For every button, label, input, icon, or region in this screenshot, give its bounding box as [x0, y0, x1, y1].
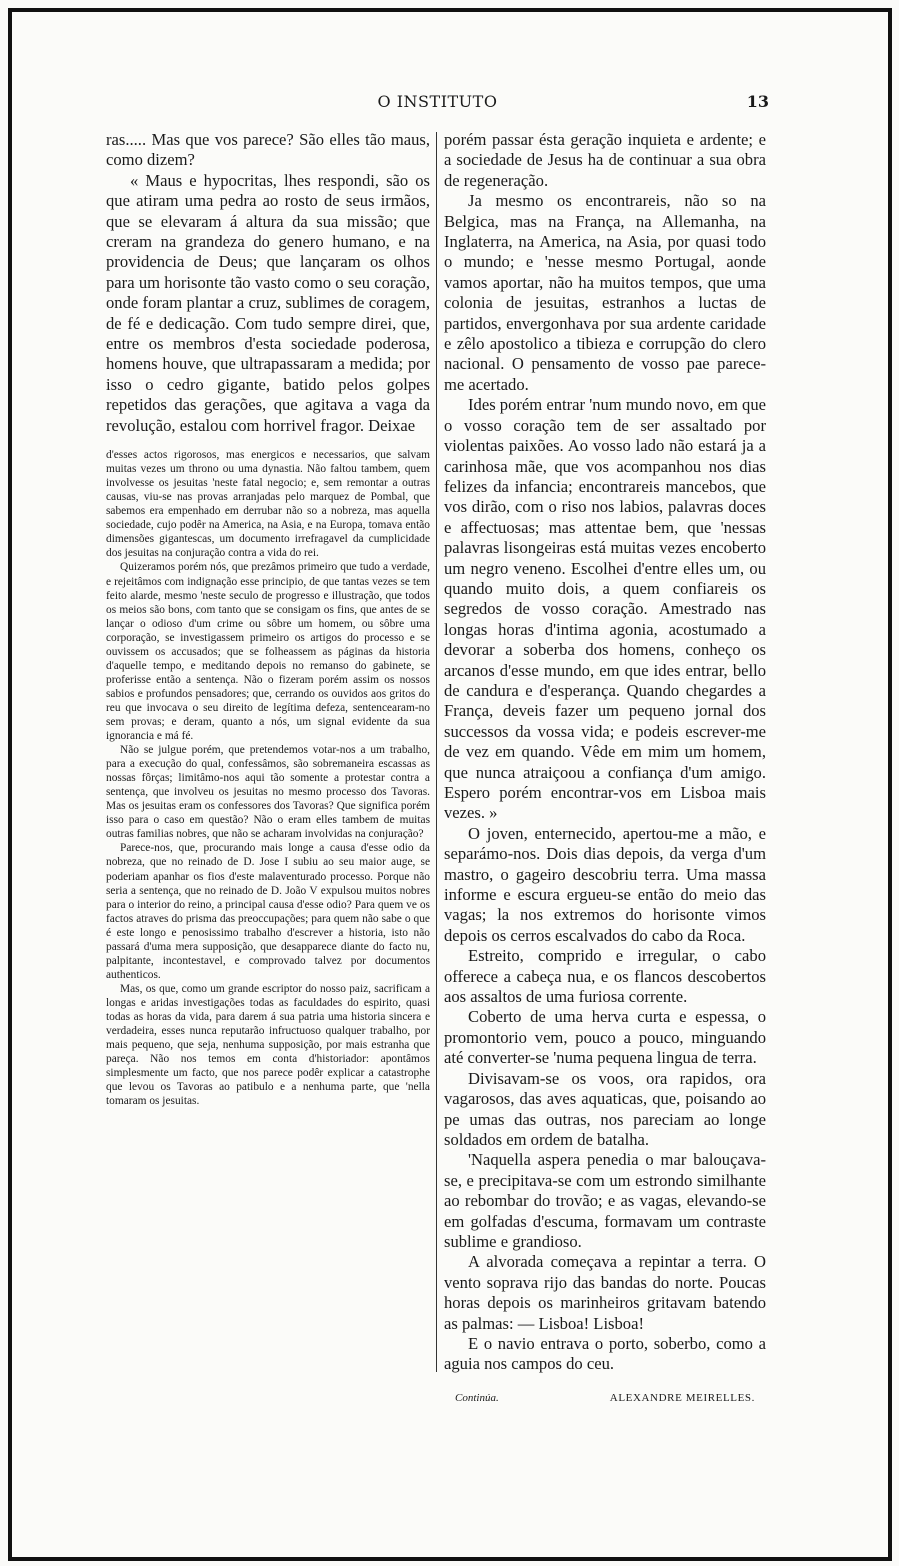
- paragraph: ras..... Mas que vos parece? São elles tão maus, como dizem?: [106, 130, 430, 170]
- right-column: [444, 130, 766, 1374]
- paragraph: Coberto de uma herva curta e espessa, o promontorio vem, pouco a pouco, minguando até converter-se 'numa pequena lingua de terra.: [444, 1007, 766, 1068]
- author-name: ALEXANDRE MEIRELLES.: [609, 1392, 755, 1404]
- footnote-paragraph: Parece-nos, que, procurando mais longe a causa d'esse odio da nobreza, que no reinado de D. Jose I subiu ao seu maior auge, se poderiam apanhar os fios d'este malaventurado processo. Porque não seria a sentença, que no reinado de D. João V expulsou muitos nobres para o interior do reino, a principal causa d'esse odio? Para quem ve os factos atraves do prisma das preoccupações; para quem não sabe o que é este longo e penosissimo trabalho d'escrever a historia, isto não passará d'uma mera supposição, que desapparece diante do facto nu, palpitante, incontestavel, e comprovado talvez por documentos authenticos.: [106, 842, 430, 981]
- footnote-paragraph: d'esses actos rigorosos, mas energicos e necessarios, que salvam muitas vezes um throno ou uma dynastia. Não faltou tambem, quem involvesse os jesuitas 'neste fatal negocio; e, sem remontar a outras causas, viu-se nas provas arranjadas pelo marquez de Pombal, que sabemos era empenhado em derrubar não so a nobreza, mas aquella sociedade, cujo podêr na America, na Asia, e na Europa, tomava então dimensões gigantescas, um documento irrefragavel da cumplicidade dos jesuitas na conjuração contra a vida do rei.: [106, 449, 430, 560]
- paragraph: Estreito, comprido e irregular, o cabo offerece a cabeça nua, e os flancos descobertos aos assaltos de uma furiosa corrente.: [444, 946, 766, 1007]
- paragraph: O joven, enternecido, apertou-me a mão, e separámo-nos. Dois dias depois, da verga d'um mastro, o gageiro descobriu terra. Uma massa informe e escura ergueu-se então do meio das vagas; la nos extremos do horisonte vimos depois os cerros escalvados do cabo da Roca.: [444, 823, 766, 945]
- footnote-paragraph: Quizeramos porém nós, que prezâmos primeiro que tudo a verdade, e rejeitâmos com indignação esse principio, de que tantas vezes se tem feito alarde, mesmo 'neste seculo de progresso e illustração, que todos os meios são bons, com tanto que se consigam os fins, que antes de se lançar o odioso d'um crime ou sôbre um homem, ou sôbre uma corporação, se investigassem primeiro os artigos do processo e se ouvissem os accusados; que se folheassem as páginas da historia d'aquelle tempo, e meditando depois no remanso do gabinete, se proferisse então a sentença. Não o fizeram porém assim os nossos sabios e profundos pensadores; que, cerrando os ouvidos aos gritos do reu que invocava o seu direito de legítima defeza, sentencearam-no sem provas; e deram, quanto a nós, um signal evidente da sua ignorancia e má fé.: [106, 561, 430, 743]
- left-main-text: [106, 130, 430, 436]
- left-column: [106, 130, 430, 1390]
- paragraph: Divisavam-se os voos, ora rapidos, ora vagarosos, das aves aquaticas, que, poisando ao pe umas das outras, nos pareciam ao longe soldados em ordem de batalha.: [444, 1068, 766, 1149]
- column-divider: [436, 132, 437, 1372]
- page-number: 13: [746, 92, 769, 111]
- paragraph: A alvorada começava a repintar a terra. O vento soprava rijo das bandas do norte. Poucas horas depois os marinheiros gritavam batendo as palmas: — Lisboa! Lisboa!: [444, 1252, 766, 1333]
- paragraph: Ides porém entrar 'num mundo novo, em que o vosso coração tem de ser assaltado por violentas paixões. Ao vosso lado não estará ja a carinhosa mãe, que vos acompanhou nos dias felizes da infancia; encontrareis mancebos, que vos dirão, com o riso nos labios, palavras doces e affectuosas; mas attentae bem, que 'nessas palavras lisongeiras está muitas vezes encoberto um negro veneno. Escolhei d'entre elles um, ou quando muito dois, a quem confiareis os segredos de vosso coração. Amestrado nas longas horas d'intima agonia, acostumado a devorar a soberba dos homens, conheço os arcanos d'esse mundo, em que ides entrar, bello de candura e d'esperança. Quando chegardes a França, deveis fazer um pequeno jornal dos successos da vossa vida; e podeis escrever-me de vez em quando. Vêde em mim um homem, que nunca atraiçoou a confiança d'um amigo. Espero porém encontrar-vos em Lisboa mais vezes. »: [444, 395, 766, 823]
- paragraph: 'Naquella aspera penedia o mar balouçava-se, e precipitava-se com um estrondo similhante ao rebombar do trovão; e as vagas, elevando-se em golfadas d'escuma, formavam um contraste sublime e grandioso.: [444, 1150, 766, 1251]
- article-signature: [455, 1392, 755, 1410]
- footnote-paragraph: Não se julgue porém, que pretendemos votar-nos a um trabalho, para a execução do qual, confessâmos, são sobremaneira escassas as nossas fôrças; limitâmo-nos aqui tão somente a protestar contra a sentença, que involveu os jesuitas no mesmo processo dos Tavoras. Mas os jesuitas eram os confessores dos Tavoras? Que significa porém isso para o caso em questão? Não o eram elles tambem de muitas outras familias nobres, que não se acharam involvidas na conjuração?: [106, 744, 430, 841]
- paragraph: porém passar ésta geração inquieta e ardente; e a sociedade de Jesus ha de continuar a sua obra de regeneração.: [444, 130, 766, 190]
- right-main-text: [444, 130, 766, 1375]
- journal-title: O INSTITUTO: [377, 92, 498, 111]
- continuation-note: Continúa.: [455, 1392, 499, 1404]
- footnote-paragraph: Mas, os que, como um grande escriptor do nosso paiz, sacrificam a longas e aridas investigações todas as faculdades do espirito, quasi todas as horas da vida, para darem á sua patria uma historia sincera e verdadeira, esses nunca reputarão infructuoso qualquer trabalho, por mais pequeno, que seja, nenhuma supposição, por mais estranha que pareça. Não nos temos em conta d'historiador: apontâmos simplesmente um facto, que nos parece podêr explicar a catastrophe que levou os Tavoras ao patibulo e a nenhuma parte, que 'nella tomaram os jesuitas.: [106, 982, 430, 1108]
- page-header: [100, 92, 775, 114]
- paragraph: « Maus e hypocritas, lhes respondi, são os que atiram uma pedra ao rosto de seus irmãos, que se elevaram á altura da sua missão; que creram na grandeza do genero humano, e na providencia de Deus; que lançaram os olhos para um horisonte tão vasto como o seu coração, onde foram plantar a cruz, sublimes de coragem, de fé e dedicação. Com tudo sempre direi, que, entre os membros d'esta sociedade poderosa, homens houve, que ultrapassaram a medida; por isso o cedro gigante, batido pelos golpes repetidos das gerações, que agitava a vaga da revolução, estalou com horrivel fragor. Deixae: [106, 170, 430, 435]
- footnote: [106, 448, 430, 1108]
- paragraph: Ja mesmo os encontrareis, não so na Belgica, mas na França, na Allemanha, na Inglaterra, na America, na Asia, por quasi todo o mundo; e 'nesse mesmo Portugal, aonde vamos aportar, não ha muitos tempos, que uma colonia de jesuitas, estranhos a luctas de partidos, envergonhava por sua ardente caridade e zêlo apostolico a tibieza e corrupção do clero nacional. O pensamento de vosso pae parece-me acertado.: [444, 191, 766, 394]
- paragraph: E o navio entrava o porto, soberbo, como a aguia nos campos do ceu.: [444, 1333, 766, 1374]
